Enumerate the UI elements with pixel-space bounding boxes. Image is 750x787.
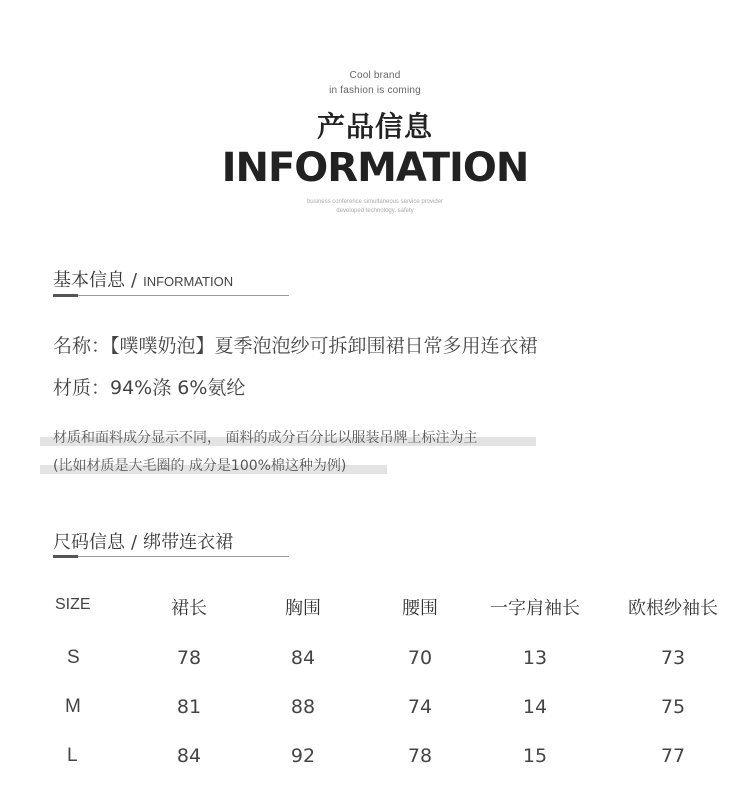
organza-sleeve-value: 77	[660, 745, 686, 767]
tiny-caption-1: business conference simultaneous service provider	[306, 199, 444, 205]
page-title-cn: 产品信息	[316, 110, 433, 143]
length-value: 81	[176, 696, 202, 718]
product-name: 名称：【噗噗奶泡】夏季泡泡纱可拆卸围裙日常多用连衣裙	[53, 335, 538, 357]
bust-value: 92	[290, 745, 316, 767]
length-value: 84	[176, 745, 202, 767]
waist-value: 78	[407, 745, 433, 767]
organza-sleeve-value: 75	[660, 696, 686, 718]
heading-slash: /	[131, 270, 138, 291]
section-accent-mark	[53, 555, 78, 558]
size-label: L	[67, 745, 78, 766]
col-header-bust: 胸围	[285, 598, 321, 619]
size-label: S	[67, 647, 80, 668]
size-label: M	[65, 696, 81, 717]
basic-info-title: 基本信息	[53, 270, 125, 291]
waist-value: 74	[407, 696, 433, 718]
shoulder-sleeve-value: 15	[522, 745, 548, 767]
col-header-organza-sleeve: 欧根纱袖长	[628, 598, 718, 619]
waist-value: 70	[407, 647, 433, 669]
size-info-heading	[53, 528, 233, 554]
tiny-caption-2: developed technology, safety	[336, 208, 414, 214]
brand-tagline-1: Cool brand	[349, 70, 401, 81]
col-header-waist: 腰围	[402, 598, 438, 619]
section-divider	[53, 556, 289, 557]
length-value: 78	[176, 647, 202, 669]
organza-sleeve-value: 73	[660, 647, 686, 669]
bust-value: 84	[290, 647, 316, 669]
basic-info-subtitle: INFORMATION	[143, 274, 234, 289]
heading-slash: /	[131, 532, 138, 553]
product-material: 材质：94%涤 6%氨纶	[53, 377, 246, 399]
shoulder-sleeve-value: 13	[522, 647, 548, 669]
size-info-subtitle: 绑带连衣裙	[143, 532, 234, 553]
size-info-title: 尺码信息	[53, 532, 125, 553]
col-header-length: 裙长	[171, 598, 207, 619]
bust-value: 88	[290, 696, 316, 718]
col-header-shoulder-sleeve: 一字肩袖长	[490, 598, 580, 619]
col-header-size: SIZE	[55, 596, 91, 613]
page-title-en: INFORMATION	[221, 145, 529, 191]
basic-info-heading	[53, 266, 233, 292]
material-note-2: (比如材质是大毛圈的 成分是100%棉这种为例)	[53, 458, 347, 474]
brand-tagline-2: in fashion is coming	[329, 85, 421, 96]
shoulder-sleeve-value: 14	[522, 696, 548, 718]
section-accent-mark	[53, 294, 78, 297]
material-note-1: 材质和面料成分显示不同， 面料的成分百分比以服装吊牌上标注为主	[53, 430, 478, 446]
section-divider	[53, 295, 289, 296]
